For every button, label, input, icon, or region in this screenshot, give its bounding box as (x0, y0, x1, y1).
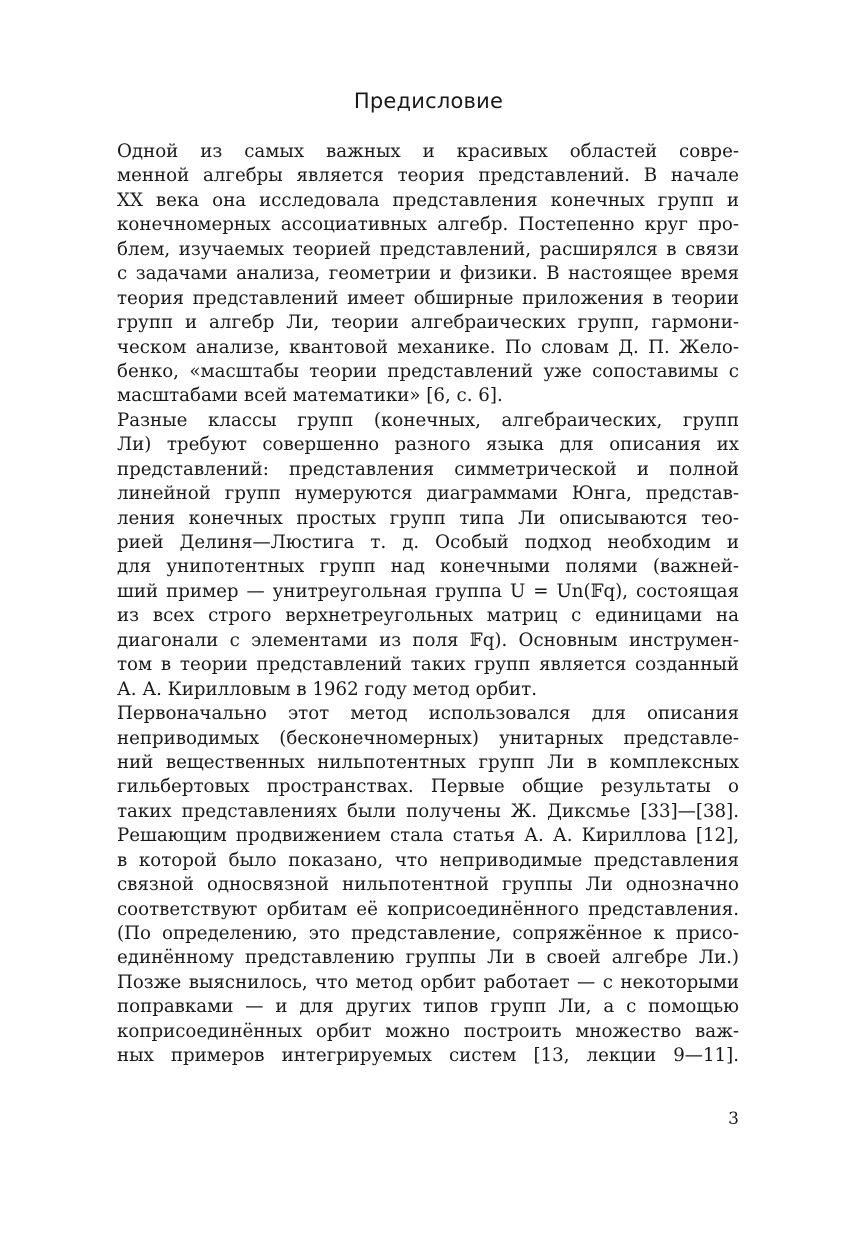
text-line: представлений: представления симметрической и полной (117, 458, 739, 480)
body-text (117, 140, 739, 1069)
text-line: гильбертовых пространствах. Первые общие результаты о (117, 776, 739, 798)
text-line: групп и алгебр Ли, теории алгебраических групп, гармони- (117, 312, 739, 334)
text-line: связной односвязной нильпотентной группы Ли однозначно (117, 874, 739, 896)
text-line: рией Делиня—Люстига т. д. Особый подход необходим и (117, 532, 739, 553)
text-line: в которой было показано, что неприводимые представления (117, 849, 739, 871)
text-line: блем, изучаемых теорией представлений, расширялся в связи (117, 238, 739, 260)
text-line: диагонали с элементами из поля 𝔽q). Основным инструмен- (117, 629, 739, 651)
paragraph-2 (117, 409, 739, 702)
text-line: поправками — и для других типов групп Ли, а с помощью (117, 996, 739, 1018)
text-line: Позже выяснилось, что метод орбит работает — с некоторыми (117, 971, 739, 993)
text-line: Разные классы групп (конечных, алгебраических, групп (117, 409, 739, 431)
text-line: Одной из самых важных и красивых областей совре- (117, 141, 739, 162)
text-line: соответствуют орбитам её коприсоединённого представления. (117, 898, 739, 920)
paragraph-1 (117, 140, 739, 409)
text-line: том в теории представлений таких групп является созданный (117, 654, 739, 676)
text-line: из всех строго верхнетреугольных матриц с единицами на (117, 605, 739, 627)
text-line: теория представлений имеет обширные приложения в теории (117, 287, 739, 309)
text-line: таких представлениях были получены Ж. Диксмье [33]—[38]. (117, 800, 739, 822)
text-line: ческом анализе, квантовой механике. По словам Д. П. Жело- (117, 336, 739, 358)
text-line: ных примеров интегрируемых систем [13, лекции 9—11]. (117, 1045, 739, 1067)
text-line: А. А. Кирилловым в 1962 году метод орбит. (117, 678, 537, 700)
text-line: ший пример — унитреугольная группа U = Un(𝔽q), состоящая (117, 580, 739, 602)
text-line: с задачами анализа, геометрии и физики. В настоящее время (117, 263, 739, 285)
page-number: 3 (728, 1109, 739, 1129)
text-line: единённому представлению группы Ли в своей алгебре Ли.) (117, 947, 739, 969)
text-line: коприсоединённых орбит можно построить множество важ- (117, 1020, 739, 1042)
paragraph-3 (117, 702, 739, 1069)
text-line: для унипотентных групп над конечными полями (важней- (117, 556, 739, 578)
text-line: линейной групп нумеруются диаграммами Юнга, представ- (117, 483, 739, 505)
text-line: (По определению, это представление, сопряжённое к присо- (117, 923, 739, 944)
text-line: масштабами всей математики» [6, с. 6]. (117, 385, 503, 407)
text-line: бенко, «масштабы теории представлений уже сопоставимы с (117, 360, 739, 382)
text-line: Ли) требуют совершенно разного языка для описания их (117, 434, 739, 456)
page-title: Предисловие (353, 89, 504, 113)
text-line: ний вещественных нильпотентных групп Ли в комплексных (117, 751, 739, 773)
text-line: менной алгебры является теория представлений. В начале (117, 165, 739, 187)
text-line: неприводимых (бесконечномерных) унитарных представле- (117, 727, 739, 749)
text-line: Решающим продвижением стала статья А. А. Кириллова [12], (117, 825, 739, 847)
text-line: конечномерных ассоциативных алгебр. Постепенно круг про- (117, 214, 739, 236)
text-line: Первоначально этот метод использовался для описания (117, 703, 739, 725)
text-line: XX века она исследовала представления конечных групп и (117, 189, 739, 211)
text-line: ления конечных простых групп типа Ли описываются тео- (117, 507, 739, 529)
